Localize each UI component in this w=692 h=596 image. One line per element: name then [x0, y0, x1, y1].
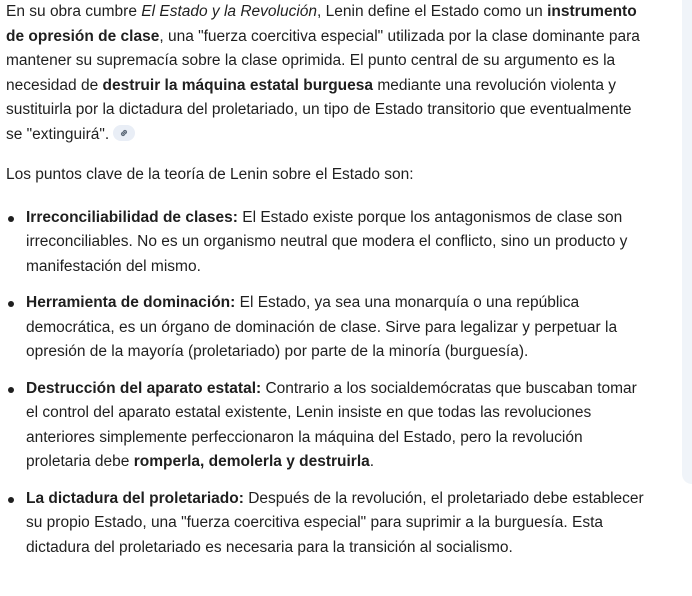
source-link-chip[interactable]	[113, 125, 135, 141]
side-panel-edge	[682, 0, 692, 484]
intro-text-3: , Lenin define el Estado como un	[317, 3, 548, 20]
list-item	[6, 291, 646, 365]
intro-bold-1: instrumento de opresión de clase	[6, 3, 637, 45]
point-title: La dictadura del proletariado:	[26, 489, 244, 507]
intro-text-7: mediante una revolución violenta y sustituirla por la dictadura del proletariado, un tipo de Estado transitorio que eventualmente se "extinguirá".	[6, 76, 632, 143]
point-end: .	[369, 453, 375, 470]
key-points-list	[6, 206, 646, 561]
point-text: Contrario a los socialdemócratas que buscaban tomar el control del aparato estatal existente, Lenin insiste en que todas las revoluciones anteriores simplemente perfeccionaron la máquina del Estado, pero la revolución proletaria debe	[26, 379, 637, 470]
point-text: El Estado, ya sea una monarquía o una república democrática, es un órgano de dominación de clase. Sirve para legalizar y perpetuar la opresión de la mayoría (proletariado) por parte de la minoría (burguesía).	[26, 294, 618, 360]
book-title: El Estado y la Revolución	[141, 3, 318, 20]
intro-text-5: , una "fuerza coercitiva especial" utilizada por la clase dominante para mantener su supremacía sobre la clase oprimida. El punto central de su argumento es la necesidad de	[6, 27, 640, 94]
intro-text-1: En su obra cumbre	[6, 3, 142, 20]
bullet-icon	[8, 301, 14, 307]
list-item	[6, 487, 646, 561]
point-title: Irreconciliabilidad de clases:	[26, 208, 238, 226]
response-content	[6, 0, 646, 572]
bullet-icon	[8, 497, 14, 503]
list-item	[6, 206, 646, 280]
intro-bold-2: destruir la máquina estatal burguesa	[102, 76, 374, 94]
point-text: Después de la revolución, el proletariado debe establecer su propio Estado, una "fuerza coercitiva especial" para suprimir a la burguesía. Esta dictadura del proletariado es necesaria para la transición al socialismo.	[26, 489, 644, 556]
point-bold-end: romperla, demolerla y destruirla	[133, 453, 370, 470]
link-icon	[119, 128, 129, 138]
point-text: El Estado existe porque los antagonismos de clase son irreconciliables. No es un organismo neutral que modera el conflicto, sino un producto y manifestación del mismo.	[26, 208, 628, 275]
bullet-icon	[8, 216, 14, 222]
points-lead: Los puntos clave de la teoría de Lenin sobre el Estado son:	[6, 166, 414, 183]
intro-paragraph	[6, 0, 646, 147]
point-title: Herramienta de dominación:	[26, 294, 236, 311]
list-item	[6, 377, 646, 475]
point-title: Destrucción del aparato estatal:	[26, 379, 262, 397]
bullet-icon	[8, 387, 14, 393]
